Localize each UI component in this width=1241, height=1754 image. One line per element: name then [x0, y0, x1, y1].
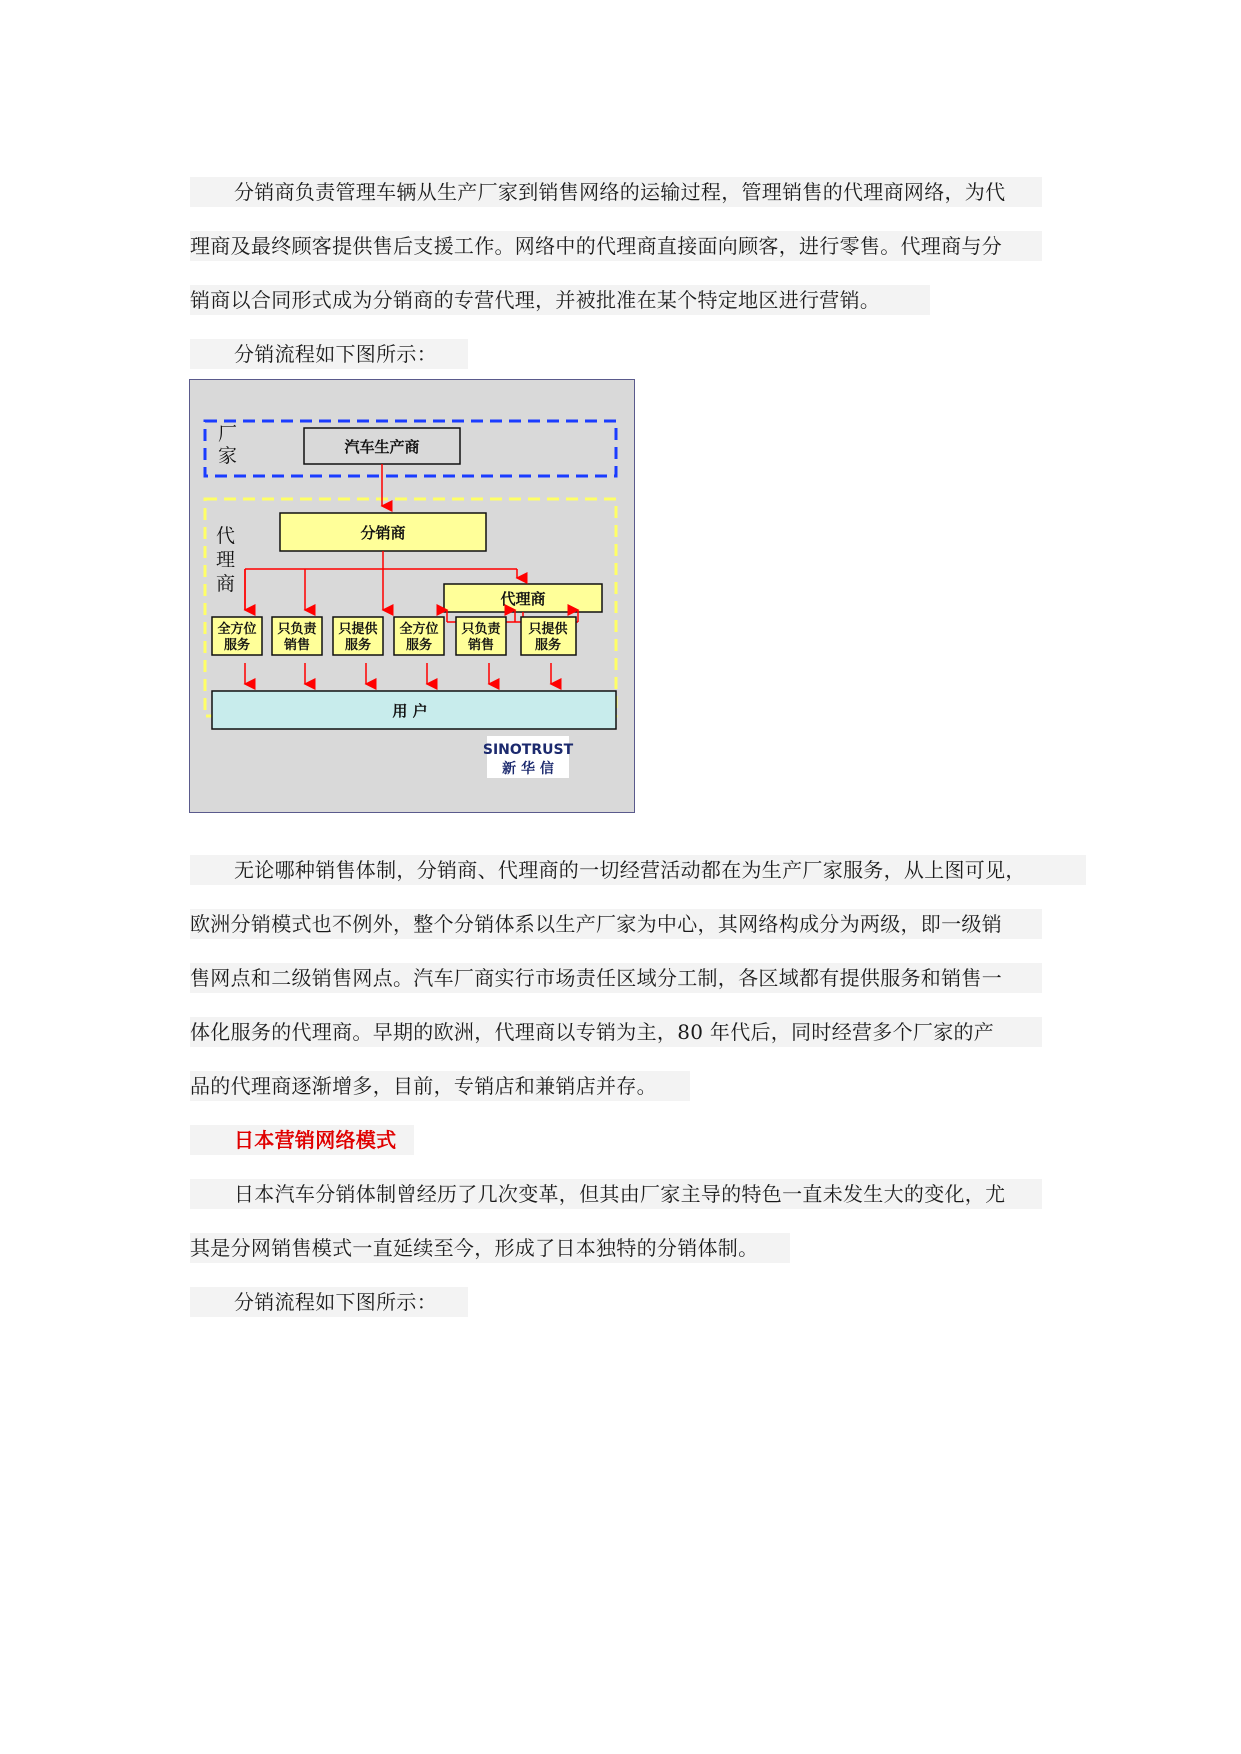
svg-text:服务: 服务	[405, 638, 433, 653]
svg-text:服务: 服务	[534, 638, 562, 653]
diagram-svg	[190, 380, 634, 812]
svg-text:只负责: 只负责	[461, 622, 501, 637]
service-box-1	[212, 617, 262, 655]
paragraph-3-line-1: 日本汽车分销体制曾经历了几次变革，但其由厂家主导的特色一直未发生大的变化，尤	[190, 1179, 1042, 1209]
caption-1: 分销流程如下图所示：	[190, 339, 468, 369]
manufacturer-label: 汽车生产商	[344, 438, 420, 456]
paragraph-1-line-3: 销商以合同形式成为分销商的专营代理，并被批准在某个特定地区进行营销。	[190, 285, 930, 315]
svg-text:服务: 服务	[344, 638, 372, 653]
paragraph-1-line-2: 理商及最终顾客提供售后支援工作。网络中的代理商直接面向顾客，进行零售。代理商与分	[190, 231, 1042, 261]
sinotrust-logo	[483, 736, 574, 778]
sub-agent-label: 代理商	[500, 590, 546, 608]
paragraph-3-line-2: 其是分网销售模式一直延续至今，形成了日本独特的分销体制。	[190, 1233, 790, 1263]
service-box-6	[521, 617, 576, 655]
svg-text:销售: 销售	[283, 638, 311, 653]
paragraph-1-line-1: 分销商负责管理车辆从生产厂家到销售网络的运输过程，管理销售的代理商网络，为代	[190, 177, 1042, 207]
svg-text:销售: 销售	[467, 638, 495, 653]
service-box-3	[333, 617, 383, 655]
agent-side-label: 代理商	[216, 525, 236, 595]
distribution-flow-diagram	[189, 379, 635, 813]
svg-text:全方位: 全方位	[399, 622, 439, 637]
paragraph-2-line-3: 售网点和二级销售网点。汽车厂商实行市场责任区域分工制，各区域都有提供服务和销售一	[190, 963, 1042, 993]
caption-2: 分销流程如下图所示：	[190, 1287, 468, 1317]
svg-text:只提供: 只提供	[528, 622, 568, 637]
paragraph-2-line-5: 品的代理商逐渐增多，目前，专销店和兼销店并存。	[190, 1071, 690, 1101]
factory-label: 厂家	[218, 423, 238, 467]
paragraph-2-line-1: 无论哪种销售体制，分销商、代理商的一切经营活动都在为生产厂家服务，从上图可见，	[190, 855, 1086, 885]
section-heading: 日本营销网络模式	[190, 1125, 414, 1155]
service-box-5	[456, 617, 506, 655]
svg-text:只负责: 只负责	[277, 622, 317, 637]
paragraph-2-line-4: 体化服务的代理商。早期的欧洲，代理商以专销为主，80 年代后，同时经营多个厂家的产	[190, 1017, 1042, 1047]
paragraph-2-line-2: 欧洲分销模式也不例外，整个分销体系以生产厂家为中心，其网络构成分为两级，即一级销	[190, 909, 1042, 939]
svg-text:全方位: 全方位	[217, 622, 257, 637]
svg-text:服务: 服务	[223, 638, 251, 653]
distributor-label: 分销商	[360, 524, 406, 542]
svg-text:SINOTRUST: SINOTRUST	[482, 742, 574, 758]
users-label: 用 户	[392, 702, 428, 720]
svg-text:只提供: 只提供	[338, 622, 378, 637]
service-box-2	[272, 617, 322, 655]
svg-text:新 华 信: 新 华 信	[502, 761, 554, 777]
service-box-4	[394, 617, 444, 655]
